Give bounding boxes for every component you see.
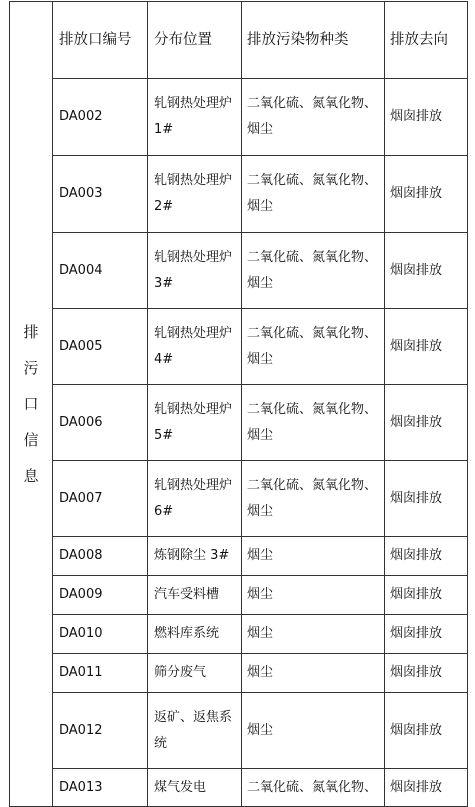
- outlet-id-cell: DA009: [53, 576, 148, 615]
- location-cell: 返矿、返焦系统: [148, 693, 242, 769]
- side-label-cell: [10, 2, 53, 807]
- side-label-char: 排: [23, 323, 39, 341]
- table-row: [10, 769, 468, 807]
- emission-outlet-document: [9, 1, 467, 807]
- outlet-id-cell: DA005: [53, 309, 148, 385]
- pollutants-cell: 二氧化硫、氮氧化物、烟尘: [242, 79, 385, 156]
- location-cell: 汽车受料槽: [148, 576, 242, 615]
- pollutants-cell: 烟尘: [242, 693, 385, 769]
- outlet-id-cell: DA003: [53, 156, 148, 233]
- location-cell: 燃料库系统: [148, 615, 242, 654]
- pollutants-cell: 二氧化硫、氮氧化物、烟尘: [242, 385, 385, 461]
- table-row: [10, 461, 468, 537]
- location-cell: 轧钢热处理炉 3#: [148, 233, 242, 309]
- side-label-char: 污: [23, 359, 39, 377]
- destination-cell: 烟囱排放: [385, 576, 468, 615]
- pollutants-cell: 二氧化硫、氮氧化物、烟尘: [242, 461, 385, 537]
- location-cell: 筛分废气: [148, 654, 242, 693]
- table-row: [10, 537, 468, 576]
- emission-outlet-table: [9, 1, 468, 807]
- pollutants-cell: 二氧化硫、氮氧化物、烟尘: [242, 309, 385, 385]
- location-cell: 轧钢热处理炉 6#: [148, 461, 242, 537]
- side-label-char: 口: [23, 395, 39, 413]
- pollutants-cell: 烟尘: [242, 615, 385, 654]
- location-cell: 轧钢热处理炉 5#: [148, 385, 242, 461]
- side-label-char: 信: [23, 431, 39, 449]
- pollutants-cell: 烟尘: [242, 576, 385, 615]
- destination-cell: 烟囱排放: [385, 385, 468, 461]
- outlet-id-cell: DA007: [53, 461, 148, 537]
- table-row: [10, 615, 468, 654]
- destination-cell: 烟囱排放: [385, 461, 468, 537]
- destination-cell: 烟囱排放: [385, 233, 468, 309]
- destination-cell: 烟囱排放: [385, 79, 468, 156]
- table-header-row: [10, 2, 468, 79]
- side-label-char: 息: [23, 467, 39, 485]
- outlet-id-cell: DA002: [53, 79, 148, 156]
- table-row: [10, 654, 468, 693]
- location-cell: 轧钢热处理炉 2#: [148, 156, 242, 233]
- header-location: 分布位置: [148, 2, 242, 79]
- table-row: [10, 693, 468, 769]
- table-row: [10, 233, 468, 309]
- table-row: [10, 385, 468, 461]
- outlet-id-cell: DA008: [53, 537, 148, 576]
- location-cell: 煤气发电: [148, 769, 242, 807]
- destination-cell: 烟囱排放: [385, 769, 468, 807]
- destination-cell: 烟囱排放: [385, 537, 468, 576]
- location-cell: 轧钢热处理炉 1#: [148, 79, 242, 156]
- pollutants-cell: 烟尘: [242, 654, 385, 693]
- outlet-id-cell: DA006: [53, 385, 148, 461]
- outlet-id-cell: DA011: [53, 654, 148, 693]
- header-destination: 排放去向: [385, 2, 468, 79]
- table-row: [10, 79, 468, 156]
- destination-cell: 烟囱排放: [385, 309, 468, 385]
- table-row: [10, 576, 468, 615]
- destination-cell: 烟囱排放: [385, 693, 468, 769]
- table-row: [10, 156, 468, 233]
- header-pollutant-types: 排放污染物种类: [242, 2, 385, 79]
- destination-cell: 烟囱排放: [385, 654, 468, 693]
- destination-cell: 烟囱排放: [385, 615, 468, 654]
- location-cell: 炼钢除尘 3#: [148, 537, 242, 576]
- outlet-id-cell: DA004: [53, 233, 148, 309]
- pollutants-cell: 二氧化硫、氮氧化物、: [242, 769, 385, 807]
- table-row: [10, 309, 468, 385]
- outlet-id-cell: DA013: [53, 769, 148, 807]
- header-outlet-id: 排放口编号: [53, 2, 148, 79]
- outlet-id-cell: DA012: [53, 693, 148, 769]
- pollutants-cell: 烟尘: [242, 537, 385, 576]
- outlet-id-cell: DA010: [53, 615, 148, 654]
- location-cell: 轧钢热处理炉 4#: [148, 309, 242, 385]
- pollutants-cell: 二氧化硫、氮氧化物、烟尘: [242, 156, 385, 233]
- destination-cell: 烟囱排放: [385, 156, 468, 233]
- pollutants-cell: 二氧化硫、氮氧化物、烟尘: [242, 233, 385, 309]
